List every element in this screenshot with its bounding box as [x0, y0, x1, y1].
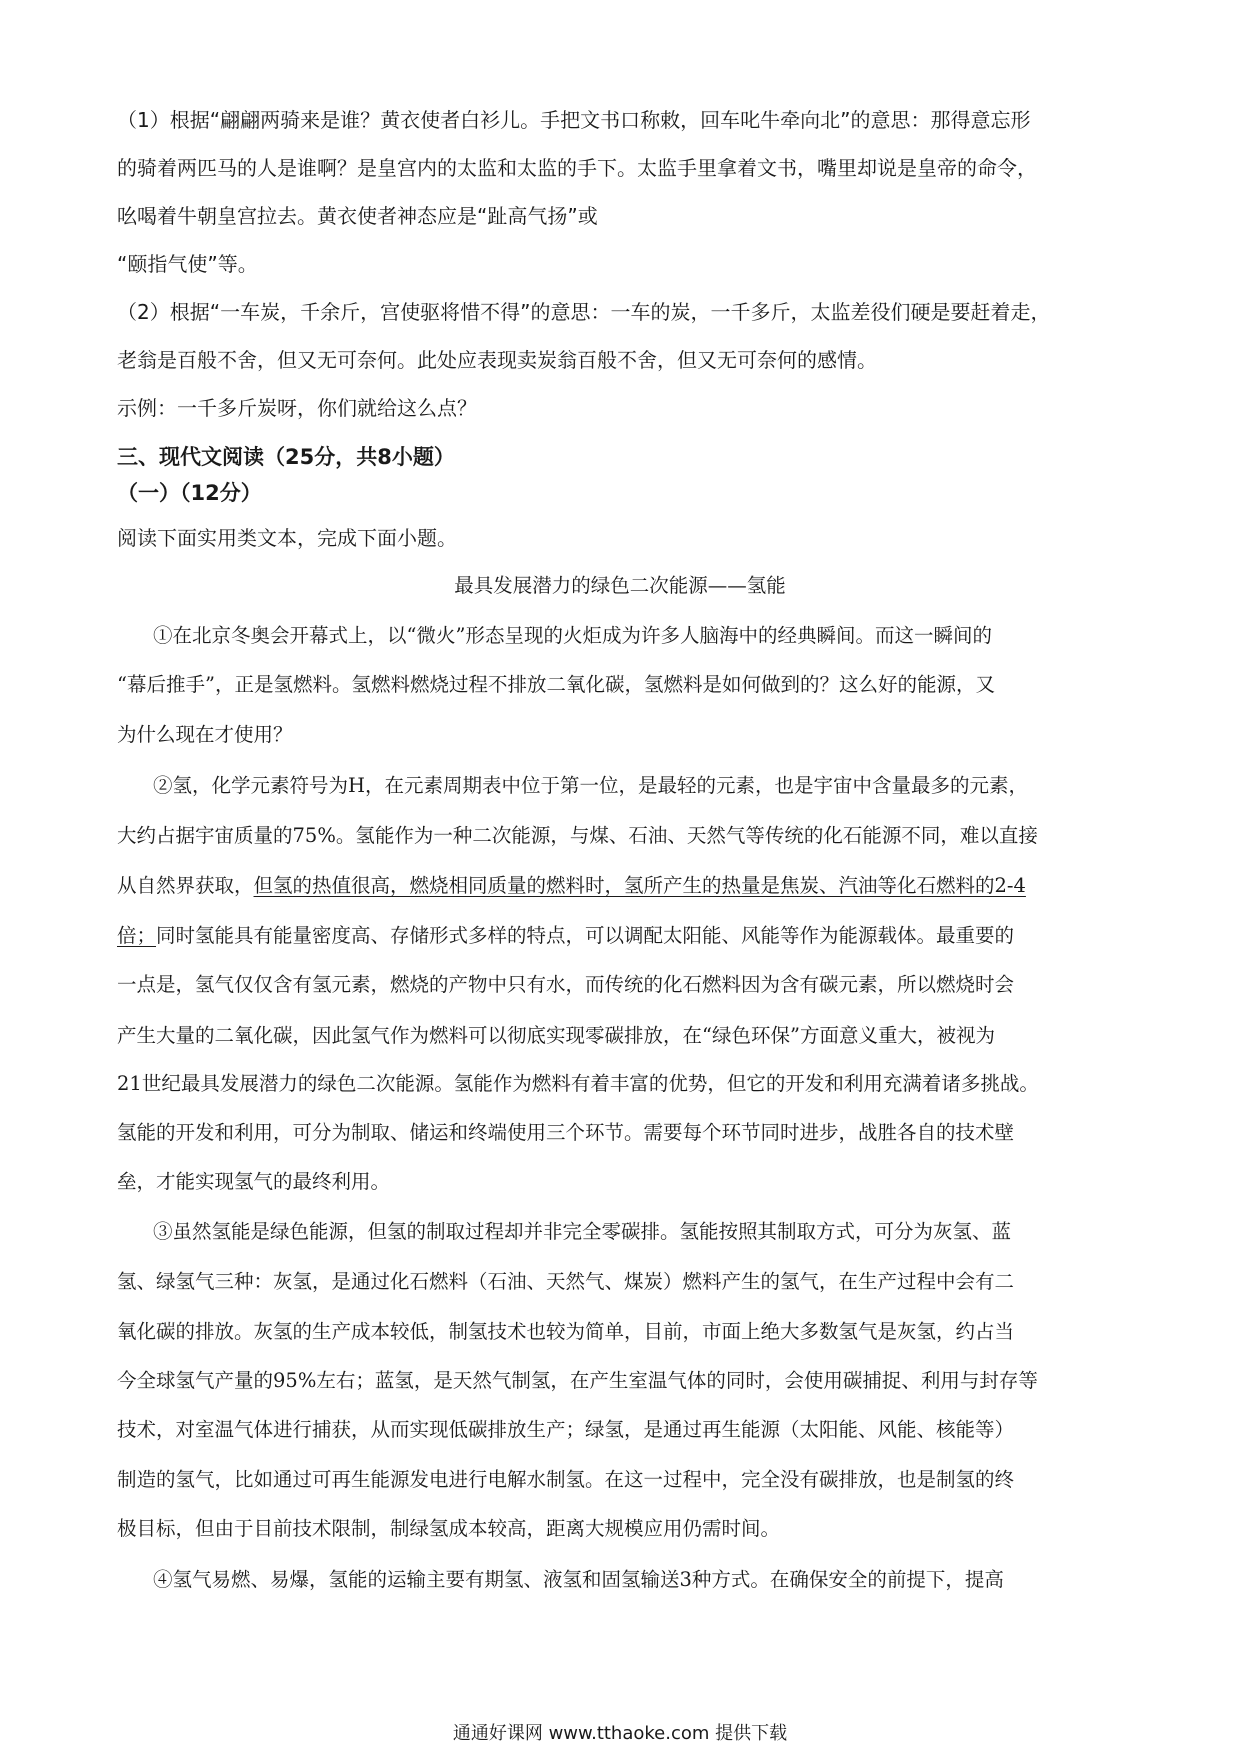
- answer-q2-line: （2）根据“一车炭，千余斤，宫使驱将惜不得”的意思：一车的炭，一千多斤，太监差役们硬是要赶着走，: [117, 300, 1051, 324]
- article-paragraph-line: 极目标，但由于目前技术限制，制绿氢成本较高，距离大规模应用仍需时间。: [117, 1517, 781, 1540]
- article-paragraph-line: “幕后推手”，正是氢燃料。氢燃料燃烧过程不排放二氧化碳，氢燃料是如何做到的？这么好的能源，又: [117, 673, 995, 696]
- article-paragraph-line: 制造的氢气，比如通过可再生能源发电进行电解水制氢。在这一过程中，完全没有碳排放，也是制氢的终: [117, 1468, 1015, 1491]
- article-paragraph-line: ④氢气易燃、易爆，氢能的运输主要有期氢、液氢和固氢输送3种方式。在确保安全的前提下，提高: [153, 1568, 1004, 1591]
- answer-q1-line: 的骑着两匹马的人是谁啊？是皇宫内的太监和太监的手下。太监手里拿着文书，嘴里却说是皇帝的命令，: [117, 156, 1037, 180]
- article-title: 最具发展潜力的绿色二次能源——氢能: [454, 574, 786, 597]
- section-heading: 三、现代文阅读（25分，共8小题）: [117, 445, 455, 469]
- article-paragraph-line: ②氢，化学元素符号为H，在元素周期表中位于第一位，是最轻的元素，也是宇宙中含量最多的元素，: [153, 774, 1029, 797]
- article-paragraph-line: 为什么现在才使用？: [117, 723, 293, 746]
- article-paragraph-line: ③虽然氢能是绿色能源，但氢的制取过程却并非完全零碳排。氢能按照其制取方式，可分为灰氢、蓝: [153, 1220, 1012, 1243]
- answer-q1-line: “颐指气使”等。: [117, 252, 258, 276]
- section-sub-heading: （一）（12分）: [117, 481, 262, 505]
- plain-text: 同时氢能具有能量密度高、存储形式多样的特点，可以调配太阳能、风能等作为能源载体。最重要的: [156, 924, 1015, 947]
- article-paragraph-line: 一点是，氢气仅仅含有氢元素，燃烧的产物中只有水，而传统的化石燃料因为含有碳元素，所以燃烧时会: [117, 973, 1015, 996]
- footer-credit: 通通好课网 www.tthaoke.com 提供下载: [452, 1723, 788, 1744]
- section-instruction: 阅读下面实用类文本，完成下面小题。: [117, 526, 457, 550]
- article-paragraph-line: 技术，对室温气体进行捕获，从而实现低碳排放生产；绿氢，是通过再生能源（太阳能、风能、核能等）: [117, 1418, 1015, 1441]
- answer-q2-line: 老翁是百般不舍，但又无可奈何。此处应表现卖炭翁百般不舍，但又无可奈何的感情。: [117, 348, 877, 372]
- article-paragraph-line: [117, 922, 1014, 950]
- article-paragraph-line: 氢、绿氢气三种：灰氢，是通过化石燃料（石油、天然气、煤炭）燃料产生的氢气，在生产过程中会有二: [117, 1270, 1015, 1293]
- article-paragraph-line: [117, 872, 1026, 900]
- article-paragraph-line: 垒，才能实现氢气的最终利用。: [117, 1170, 391, 1193]
- underlined-text: 但氢的热值很高，燃烧相同质量的燃料时，氢所产生的热量是焦炭、汽油等化石燃料的2-4: [253, 874, 1026, 897]
- article-paragraph-line: 21世纪最具发展潜力的绿色二次能源。氢能作为燃料有着丰富的优势，但它的开发和利用充满着诸多挑战。: [117, 1072, 1039, 1095]
- answer-q1-line: 吆喝着牛朝皇宫拉去。黄衣使者神态应是“趾高气扬”或: [117, 204, 598, 228]
- plain-text: 从自然界获取，: [117, 874, 254, 897]
- article-paragraph-line: 氧化碳的排放。灰氢的生产成本较低，制氢技术也较为简单，目前，市面上绝大多数氢气是灰氢，约占当: [117, 1320, 1015, 1343]
- article-paragraph-line: 氢能的开发和利用，可分为制取、储运和终端使用三个环节。需要每个环节同时进步，战胜各自的技术壁: [117, 1121, 1015, 1144]
- article-paragraph-line: 产生大量的二氧化碳，因此氢气作为燃料可以彻底实现零碳排放，在“绿色环保”方面意义重大，被视为: [117, 1024, 995, 1047]
- underlined-text: 倍；: [117, 924, 157, 947]
- article-paragraph-line: 今全球氢气产量的95%左右；蓝氢，是天然气制氢，在产生室温气体的同时，会使用碳捕捉、利用与封存等: [117, 1369, 1038, 1392]
- answer-q1-line: （1）根据“翩翩两骑来是谁？黄衣使者白衫儿。手把文书口称敕，回车叱牛牵向北”的意思：那得意忘形: [117, 108, 1031, 132]
- article-paragraph-line: 大约占据宇宙质量的75%。氢能作为一种二次能源，与煤、石油、天然气等传统的化石能源不同，难以直接: [117, 824, 1038, 847]
- answer-example: 示例：一千多斤炭呀，你们就给这么点？: [117, 396, 477, 420]
- article-paragraph-line: ①在北京冬奥会开幕式上，以“微火”形态呈现的火炬成为许多人脑海中的经典瞬间。而这一瞬间的: [153, 624, 992, 647]
